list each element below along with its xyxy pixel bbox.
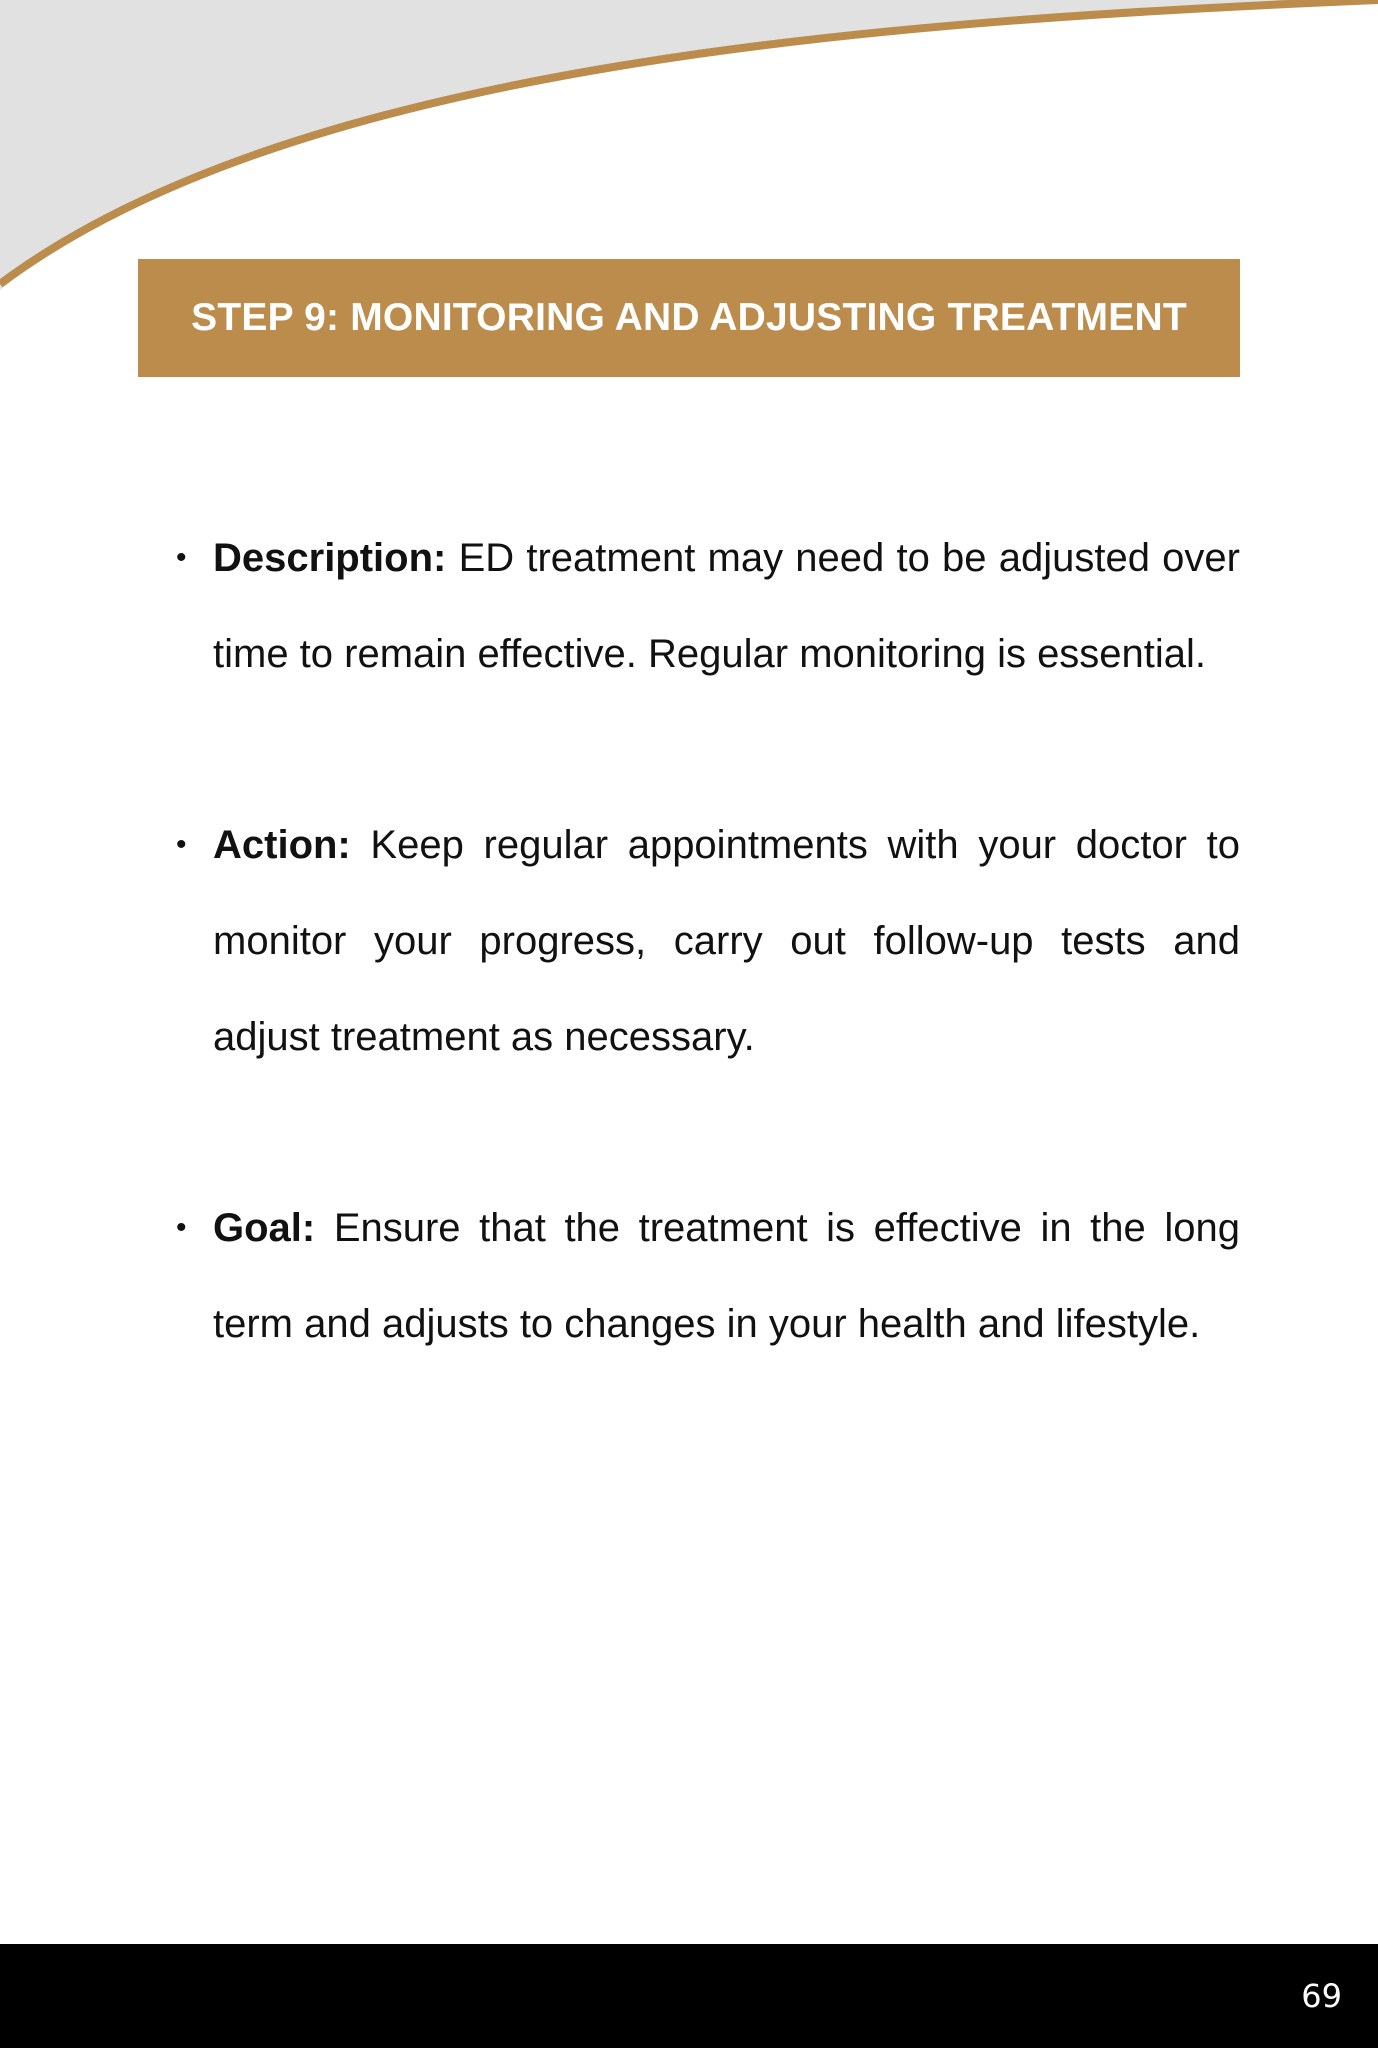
action-label: Action: [213,823,351,867]
page-title: STEP 9: MONITORING AND ADJUSTING TREATMENT [191,296,1187,339]
bullet-dot-icon: • [176,828,187,861]
list-item-goal [176,1180,1240,1372]
bullet-dot-icon: • [176,541,187,574]
action-text: Keep regular appointments with your doctor to monitor your progress, carry out follow-up tests and adjust treatment as necessary. [213,823,1240,1059]
header-swoosh-decoration [0,0,1378,300]
goal-text: Ensure that the treatment is effective in the long term and adjusts to changes in your health and lifestyle. [213,1206,1240,1346]
title-banner [138,259,1240,377]
page-number: 69 [1301,1977,1342,2015]
bullet-list [176,510,1240,1467]
footer-bar [0,1944,1378,2048]
goal-label: Goal: [213,1206,316,1250]
list-item-action [176,797,1240,1085]
description-text: ED treatment may need to be adjusted over time to remain effective. Regular monitoring is essential. [213,536,1240,676]
list-item-description [176,510,1240,702]
description-label: Description: [213,536,447,580]
bullet-dot-icon: • [176,1211,187,1244]
